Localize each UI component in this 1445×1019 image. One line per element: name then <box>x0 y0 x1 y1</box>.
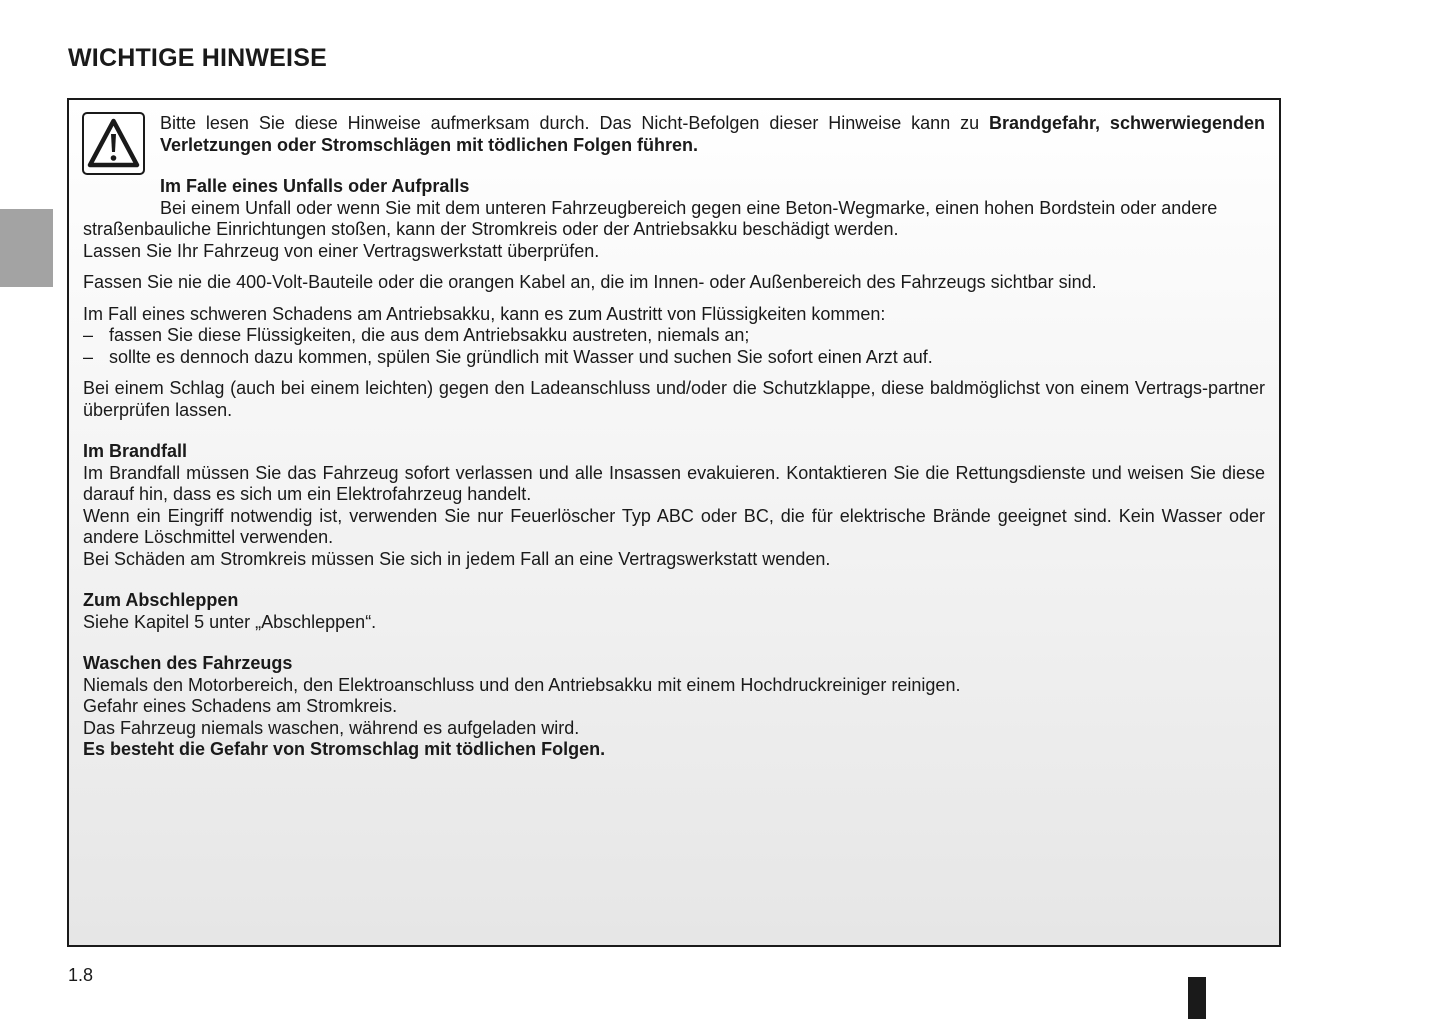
warning-box <box>67 98 1281 947</box>
towing-line-1: Siehe Kapitel 5 unter „Abschleppen“. <box>83 611 377 632</box>
intro-paragraph <box>83 113 1265 156</box>
accident-heading <box>83 176 1265 198</box>
washing-line-4-bold: Es besteht die Gefahr von Stromschlag mit tödlichen Folgen. <box>83 739 606 759</box>
warning-content <box>83 113 1265 761</box>
washing-line-4 <box>83 739 1265 761</box>
chapter-tab <box>0 209 53 287</box>
dash-bullet: – <box>83 346 94 367</box>
accident-check: Lassen Sie Ihr Fahrzeug von einer Vertragswerkstatt überprüfen. <box>83 240 600 261</box>
charging-port-paragraph: Bei einem Schlag (auch bei einem leichten) gegen den Ladeanschluss und/oder die Schutzklappe, diese baldmöglichst von einem Vertrags-partner überprüfen lassen. <box>83 378 1265 420</box>
washing-heading-text: Waschen des Fahrzeugs <box>83 653 293 673</box>
page-title: WICHTIGE HINWEISE <box>68 44 327 72</box>
list-item <box>83 325 1265 347</box>
thumb-marker <box>1188 977 1206 1019</box>
battery-damage-paragraph: Im Fall eines schweren Schadens am Antriebsakku, kann es zum Austritt von Flüssigkeiten kommen: <box>83 303 886 324</box>
washing-line-2: Gefahr eines Schadens am Stromkreis. <box>83 696 398 716</box>
fire-heading-text: Im Brandfall <box>83 441 188 461</box>
dash-bullet: – <box>83 325 94 345</box>
fire-line-1: Im Brandfall müssen Sie das Fahrzeug sofort verlassen und alle Insassen evakuieren. Kontaktieren Sie die Rettungsdienste und weisen Sie diese darauf hin, dass es sich um ein Elektrofahrzeug handelt. <box>83 462 1265 504</box>
fire-line-2: Wenn ein Eingriff notwendig ist, verwenden Sie nur Feuerlöscher Typ ABC oder BC, die für elektrische Brände geeignet sind. Kein Wasser oder andere Löschmittel verwenden. <box>83 505 1265 547</box>
list-item-text: fassen Sie diese Flüssigkeiten, die aus dem Antriebsakku austreten, niemals an; <box>109 325 750 345</box>
towing-heading-text: Zum Abschleppen <box>83 590 239 610</box>
accident-para-rest: straßenbauliche Einrichtungen stoßen, kann der Stromkreis oder der Antriebsakku beschädigt werden. <box>83 219 899 239</box>
washing-line-3: Das Fahrzeug niemals waschen, während es aufgeladen wird. <box>83 717 580 738</box>
list-item-text: sollte es dennoch dazu kommen, spülen Sie gründlich mit Wasser und suchen Sie sofort einen Arzt auf. <box>109 346 933 367</box>
washing-line-1: Niemals den Motorbereich, den Elektroanschluss und den Antriebsakku mit einem Hochdruckreiniger reinigen. <box>83 674 961 695</box>
accident-para-first: Bei einem Unfall oder wenn Sie mit dem unteren Fahrzeugbereich gegen eine Beton-Wegmarke, einen hohen Bordstein oder andere <box>160 197 1218 218</box>
fire-line-3: Bei Schäden am Stromkreis müssen Sie sich in jedem Fall an eine Vertragswerkstatt wenden. <box>83 548 831 569</box>
accident-heading-text: Im Falle eines Unfalls oder Aufpralls <box>160 176 470 196</box>
list-item <box>83 347 1265 369</box>
high-voltage-paragraph: Fassen Sie nie die 400-Volt-Bauteile oder die orangen Kabel an, die im Innen- oder Außenbereich des Fahrzeugs sichtbar sind. <box>83 272 1097 292</box>
towing-heading <box>83 590 1265 612</box>
intro-bold: Brandgefahr, schwerwiegenden Verletzungen oder Stromschlägen mit tödlichen Folgen führen. <box>160 113 1265 155</box>
page-number: 1.8 <box>68 965 94 985</box>
washing-heading <box>83 653 1265 675</box>
intro-text: Bitte lesen Sie diese Hinweise aufmerksam durch. Das Nicht-Befolgen dieser Hinweise kann zu <box>160 113 990 133</box>
fire-heading <box>83 441 1265 463</box>
